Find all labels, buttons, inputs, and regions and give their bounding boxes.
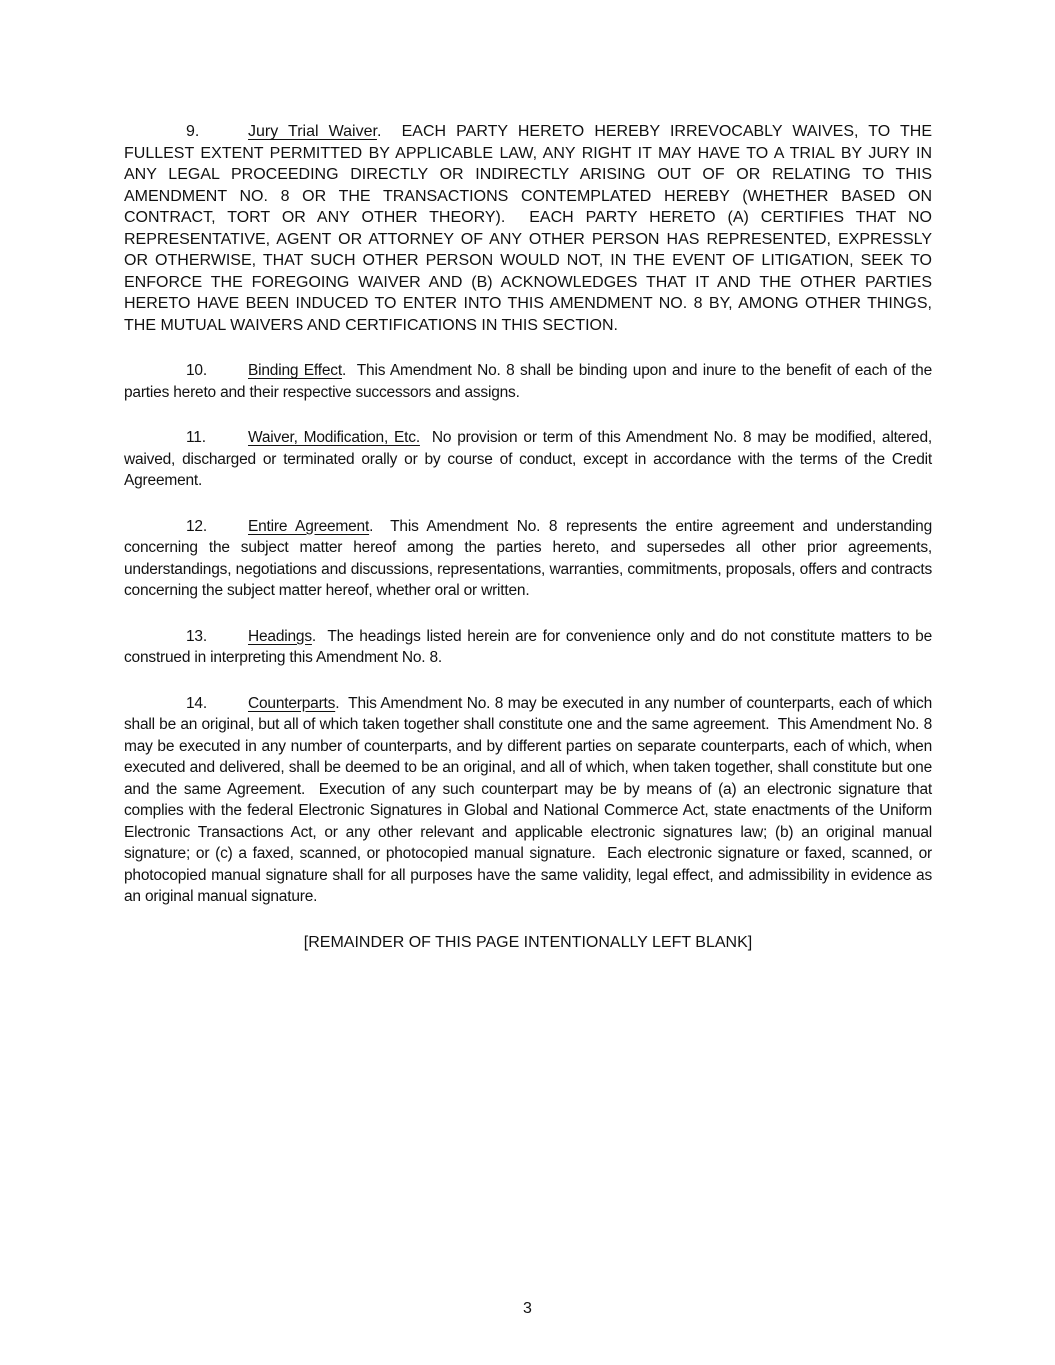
section-separator: . — [311, 627, 328, 645]
section-body: The headings listed herein are for convenience only and do not constitute matters to be construed in interpreting this Amendment No. 8. — [124, 627, 937, 666]
section-separator: . — [335, 694, 349, 712]
section-body: EACH PARTY HERETO HEREBY IRREVOCABLY WAIVES, TO THE FULLEST EXTENT PERMITTED BY APPLICABLE LAW, ANY RIGHT IT MAY HAVE TO A TRIAL BY JURY IN ANY LEGAL PROCEEDING DIRECTLY OR INDIRECTLY ARISING OUT OF OR RELATING TO THIS AMENDMENT NO. 8 OR THE TRANSACTIONS CONTEMPLATED HEREBY (WHETHER BASED ON CONTRACT, TORT OR ANY OTHER THEORY). EACH PARTY HERETO (A) CERTIFIES THAT NO REPRESENTATIVE, AGENT OR ATTORNEY OF ANY OTHER PERSON HAS REPRESENTED, EXPRESSLY OR OTHERWISE, THAT SUCH OTHER PERSON WOULD NOT, IN THE EVENT OF LITIGATION, SEEK TO ENFORCE THE FOREGOING WAIVER AND (B) ACKNOWLEDGES THAT IT AND THE OTHER PARTIES HERETO HAVE BEEN INDUCED TO ENTER INTO THIS AMENDMENT NO. 8 BY, AMONG OTHER THINGS, THE MUTUAL WAIVERS AND CERTIFICATIONS IN THIS SECTION. — [124, 123, 937, 334]
section-body: This Amendment No. 8 shall be binding upon and inure to the benefit of each of the parties hereto and their respective successors and assigns. — [124, 362, 937, 401]
section-heading: Waiver, Modification, Etc. — [248, 429, 420, 446]
section-body: No provision or term of this Amendment No. 8 may be modified, altered, waived, discharged or terminated orally or by course of conduct, except in accordance with the terms of the Credit Agreement. — [124, 429, 937, 489]
section-paragraph-14 — [124, 693, 937, 908]
section-number: 12. — [186, 517, 207, 535]
section-number: 13. — [186, 627, 207, 645]
section-paragraph-13 — [124, 626, 937, 669]
section-paragraph-10 — [124, 360, 937, 403]
section-number: 9. — [186, 123, 200, 140]
section-heading: Headings — [248, 627, 312, 645]
section-heading: Counterparts — [248, 694, 336, 712]
section-separator: . — [376, 123, 402, 140]
remainder-notice: [REMAINDER OF THIS PAGE INTENTIONALLY LEFT BLANK] — [303, 933, 753, 951]
section-separator — [420, 429, 432, 446]
page-number: 3 — [523, 1299, 532, 1317]
section-heading: Binding Effect — [248, 362, 342, 379]
section-separator: . — [341, 362, 357, 379]
section-body: This Amendment No. 8 may be executed in any number of counterparts, each of which shall be an original, but all of which taken together shall constitute one and the same agreement. This Amendment No. 8 may be executed in any number of counterparts, and by different parties on separate counterparts, each of which, when executed and delivered, shall be deemed to be an original, and all of which, when taken together, shall constitute but one and the same Agreement. Execution of any such counterpart may be by means of (a) an electronic signature that complies with the federal Electronic Signatures in Global and National Commerce Act, state enactments of the Uniform Electronic Transactions Act, or any other relevant and applicable electronic signatures law; (b) an original manual signature; or (c) a faxed, scanned, or photocopied manual signature. Each electronic signature or faxed, scanned, or photocopied manual signature shall for all purposes have the same validity, legal effect, and admissibility in evidence as an original manual signature. — [124, 694, 937, 905]
section-number: 14. — [186, 694, 207, 712]
section-number: 11. — [186, 429, 206, 446]
section-number: 10. — [186, 362, 207, 379]
section-paragraph-11 — [124, 427, 937, 492]
section-heading: Entire Agreement — [248, 517, 370, 535]
section-separator: . — [369, 517, 391, 535]
section-body: This Amendment No. 8 represents the entire agreement and understanding concerning the subject matter hereof among the parties hereto, and supersedes all other prior agreements, understandings, negotiations and discussions, representations, warranties, commitments, proposals, offers and contracts concerning the subject matter hereof, whether oral or written. — [124, 517, 937, 599]
section-paragraph-9 — [124, 121, 937, 336]
section-heading: Jury Trial Waiver — [248, 123, 377, 140]
section-paragraph-12 — [124, 516, 937, 602]
